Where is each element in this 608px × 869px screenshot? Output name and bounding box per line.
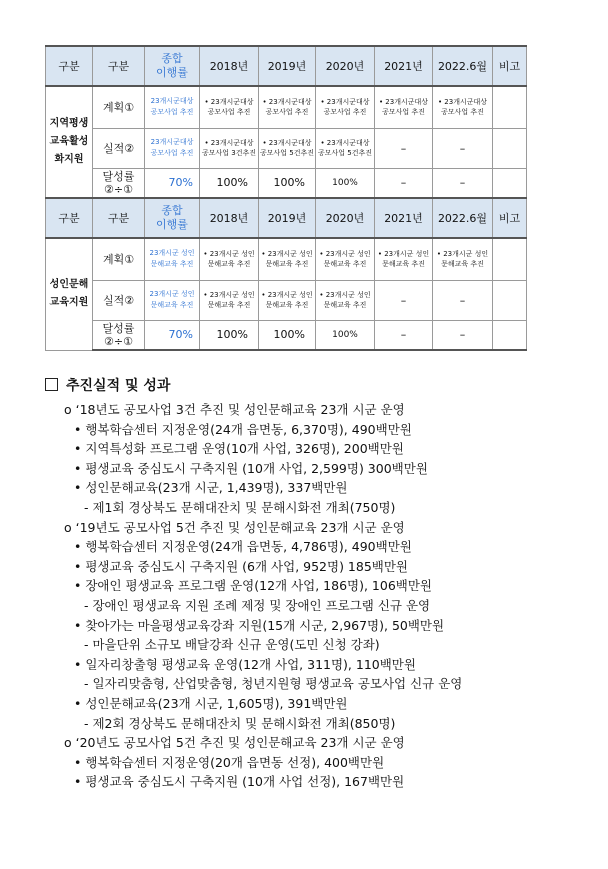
bullet-item: • 장애인 평생교육 프로그램 운영(12개 사업, 186명), 106백만원	[74, 578, 433, 594]
rate-y2021-cell: –	[375, 320, 433, 350]
result-total-cell: 23개시군대상 공모사업 추진	[145, 128, 200, 168]
result-y2018-cell: • 23개시군 성인 문해교육 추진	[200, 280, 259, 320]
header-cell: 비고	[493, 46, 527, 86]
rate-total-cell: 70%	[145, 320, 200, 350]
bullet-item: • 찾아가는 마을평생교육강좌 지원(15개 시군, 2,967명), 50백만원	[74, 617, 445, 633]
header-cell: 2020년	[316, 198, 375, 238]
bullet-item: • 성인문해교육(23개 시군, 1,605명), 391백만원	[74, 696, 348, 711]
header-cell: 2022.6월	[433, 198, 493, 238]
sub-item: - 장애인 평생교육 지원 조례 제정 및 장애인 프로그램 신규 운영	[84, 598, 431, 613]
header-cell: 종합 이행률	[145, 46, 200, 86]
performance-table-2	[45, 197, 527, 351]
row-label-result: 실적②	[93, 280, 145, 320]
header-cell: 2021년	[375, 198, 433, 238]
plan-y2022-cell: • 23개시군 성인 문해교육 추진	[433, 238, 493, 280]
result-y2021-cell: –	[375, 280, 433, 320]
header-cell: 구분	[46, 198, 93, 238]
bullet-item: • 성인문해교육(23개 시군, 1,439명), 337백만원	[74, 480, 348, 496]
checkbox-square-icon	[45, 378, 58, 391]
category-cell: 지역평생 교육활성 화지원	[46, 86, 93, 198]
category-cell: 성인문해 교육지원	[46, 238, 93, 350]
sub-item: - 제2회 경상북도 문해대잔치 및 문해시화전 개최(850명)	[84, 715, 396, 731]
plan-y2019-cell: • 23개시군대상 공모사업 추진	[259, 86, 316, 128]
remark-cell	[493, 280, 527, 320]
sub-item: - 제1회 경상북도 문해대잔치 및 문해시화전 개최(750명)	[84, 500, 396, 515]
result-y2020-cell: • 23개시군대상 공모사업 5건추진	[316, 128, 375, 168]
result-y2022-cell: –	[433, 128, 493, 168]
header-cell: 구분	[93, 46, 145, 86]
plan-y2019-cell: • 23개시군 성인 문해교육 추진	[259, 238, 316, 280]
plan-total-cell: 23개시군 성인 문해교육 추진	[145, 238, 200, 280]
result-y2021-cell: –	[375, 128, 433, 168]
bullet-item: • 평생교육 중심도시 구축지원 (10개 사업 선정), 167백만원	[74, 774, 405, 790]
header-cell: 2018년	[200, 198, 259, 238]
bullet-item: • 행복학습센터 지정운영(20개 읍면동 선정), 400백만원	[74, 754, 385, 770]
performance-table-1	[45, 45, 527, 199]
header-cell: 비고	[493, 198, 527, 238]
result-y2018-cell: • 23개시군대상 공모사업 3건추진	[200, 128, 259, 168]
bullet-item: • 평생교육 중심도시 구축지원 (10개 사업, 2,599명) 300백만원	[74, 460, 428, 476]
header-cell: 2019년	[259, 46, 316, 86]
header-cell: 구분	[46, 46, 93, 86]
header-cell: 2019년	[259, 198, 316, 238]
rate-total-cell: 70%	[145, 168, 200, 198]
sub-item: - 일자리맞춤형, 산업맞춤형, 청년지원형 평생교육 공모사업 신규 운영	[84, 676, 463, 692]
remark-cell	[493, 238, 527, 280]
row-label-rate: 달성률 ②÷①	[93, 168, 145, 198]
rate-y2019-cell: 100%	[259, 320, 316, 350]
bullet-item: • 일자리창출형 평생교육 운영(12개 사업, 311명), 110백만원	[74, 656, 416, 672]
header-cell: 구분	[93, 198, 145, 238]
remark-cell	[493, 320, 527, 350]
summary-line: o ‘18년도 공모사업 3건 추진 및 성인문해교육 23개 시군 운영	[64, 402, 405, 417]
bullet-item: • 지역특성화 프로그램 운영(10개 사업, 326명), 200백만원	[74, 441, 404, 457]
header-cell: 종합 이행률	[145, 198, 200, 238]
rate-y2020-cell: 100%	[316, 320, 375, 350]
rate-y2020-cell: 100%	[316, 168, 375, 198]
plan-y2020-cell: • 23개시군대상 공모사업 추진	[316, 86, 375, 128]
header-cell: 2022.6월	[433, 46, 493, 86]
summary-line: o ‘19년도 공모사업 5건 추진 및 성인문해교육 23개 시군 운영	[64, 519, 405, 535]
plan-y2021-cell: • 23개시군 성인 문해교육 추진	[375, 238, 433, 280]
rate-y2018-cell: 100%	[200, 320, 259, 350]
header-cell: 2018년	[200, 46, 259, 86]
rate-y2022-cell: –	[433, 168, 493, 198]
row-label-rate: 달성률 ②÷①	[93, 320, 145, 350]
plan-y2018-cell: • 23개시군 성인 문해교육 추진	[200, 238, 259, 280]
plan-y2022-cell: • 23개시군대상 공모사업 추진	[433, 86, 493, 128]
rate-y2021-cell: –	[375, 168, 433, 198]
section-title: 추진실적 및 성과	[66, 378, 171, 394]
row-label-plan: 계획①	[93, 238, 145, 280]
rate-y2022-cell: –	[433, 320, 493, 350]
result-y2019-cell: • 23개시군 성인 문해교육 추진	[259, 280, 316, 320]
section-heading	[45, 375, 170, 395]
remark-cell	[493, 86, 527, 128]
result-total-cell: 23개시군 성인 문해교육 추진	[145, 280, 200, 320]
plan-total-cell: 23개시군대상 공모사업 추진	[145, 86, 200, 128]
plan-y2018-cell: • 23개시군대상 공모사업 추진	[200, 86, 259, 128]
row-label-result: 실적②	[93, 128, 145, 168]
result-y2020-cell: • 23개시군 성인 문해교육 추진	[316, 280, 375, 320]
header-cell: 2021년	[375, 46, 433, 86]
remark-cell	[493, 128, 527, 168]
bullet-item: • 행복학습센터 지정운영(24개 읍면동, 4,786명), 490백만원	[74, 539, 412, 555]
row-label-plan: 계획①	[93, 86, 145, 128]
result-y2022-cell: –	[433, 280, 493, 320]
summary-line: o ‘20년도 공모사업 5건 추진 및 성인문해교육 23개 시군 운영	[64, 735, 405, 751]
plan-y2020-cell: • 23개시군 성인 문해교육 추진	[316, 238, 375, 280]
sub-item: - 마을단위 소규모 배달강좌 신규 운영(도민 신청 강좌)	[84, 637, 380, 653]
rate-y2018-cell: 100%	[200, 168, 259, 198]
result-y2019-cell: • 23개시군대상 공모사업 5건추진	[259, 128, 316, 168]
bullet-item: • 평생교육 중심도시 구축지원 (6개 사업, 952명) 185백만원	[74, 558, 409, 574]
remark-cell	[493, 168, 527, 198]
header-cell: 2020년	[316, 46, 375, 86]
rate-y2019-cell: 100%	[259, 168, 316, 198]
plan-y2021-cell: • 23개시군대상 공모사업 추진	[375, 86, 433, 128]
bullet-item: • 행복학습센터 지정운영(24개 읍면동, 6,370명), 490백만원	[74, 421, 412, 437]
